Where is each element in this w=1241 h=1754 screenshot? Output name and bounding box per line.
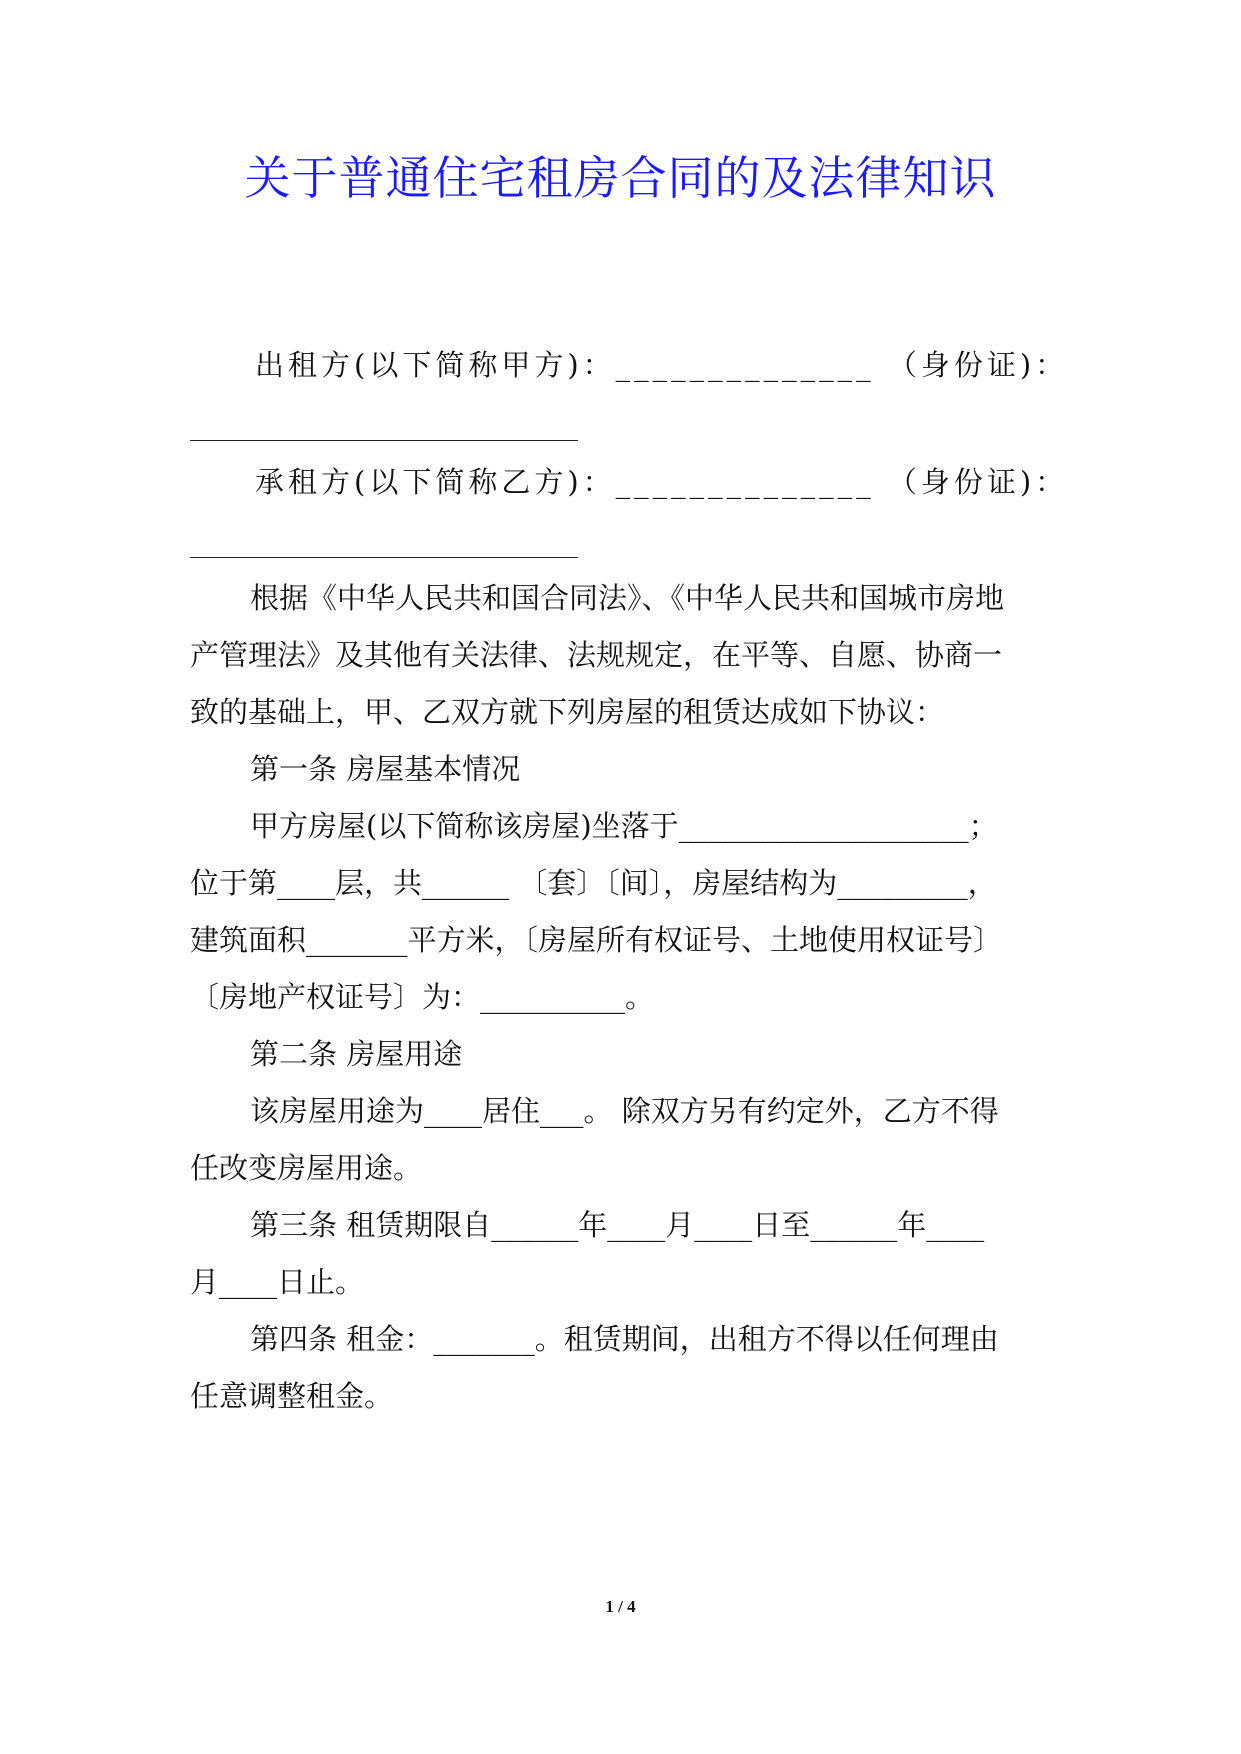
paragraph-line: 位于第____层，共______ 〔套〕〔间〕，房屋结构为_________， bbox=[190, 866, 997, 900]
article-3-line: 第三条 租赁期限自______年____月____日至______年____ bbox=[250, 1208, 985, 1242]
article-1-heading: 第一条 房屋基本情况 bbox=[250, 752, 521, 786]
document-title: 关于普通住宅租房合同的及法律知识 bbox=[244, 151, 997, 205]
paragraph-line: 〔房地产权证号〕为：__________。 bbox=[190, 980, 655, 1014]
paragraph-line: 建筑面积_______平方米，〔房屋所有权证号、土地使用权证号〕 bbox=[190, 923, 1003, 957]
paragraph-line: 甲方房屋(以下简称该房屋)坐落于____________________； bbox=[250, 809, 998, 843]
paragraph-line: 任改变房屋用途。 bbox=[190, 1151, 423, 1185]
article-4-line: 第四条 租金：_______。租赁期间，出租方不得以任何理由 bbox=[250, 1322, 999, 1356]
paragraph-line: 产管理法》及其他有关法律、法规规定，在平等、自愿、协商一 bbox=[190, 638, 1003, 672]
lessee-id-blank-rule bbox=[190, 557, 578, 558]
paragraph-line: 月____日止。 bbox=[190, 1265, 365, 1299]
paragraph-line: 任意调整租金。 bbox=[190, 1379, 394, 1413]
lessor-id-blank-rule bbox=[190, 440, 578, 441]
paragraph-line: 该房屋用途为____居住___。 除双方另有约定外，乙方不得 bbox=[250, 1094, 999, 1128]
paragraph-line: 根据《中华人民共和国合同法》、《中华人民共和国城市房地 bbox=[250, 581, 1005, 615]
page-number: 1 / 4 bbox=[605, 1597, 636, 1616]
lessee-line: 承租方(以下简称乙方)：______________ （身份证)： bbox=[255, 465, 1069, 499]
article-2-heading: 第二条 房屋用途 bbox=[250, 1037, 463, 1071]
paragraph-line: 致的基础上，甲、乙双方就下列房屋的租赁达成如下协议： bbox=[190, 695, 945, 729]
lessor-line: 出租方(以下简称甲方)：______________ （身份证)： bbox=[255, 348, 1069, 382]
